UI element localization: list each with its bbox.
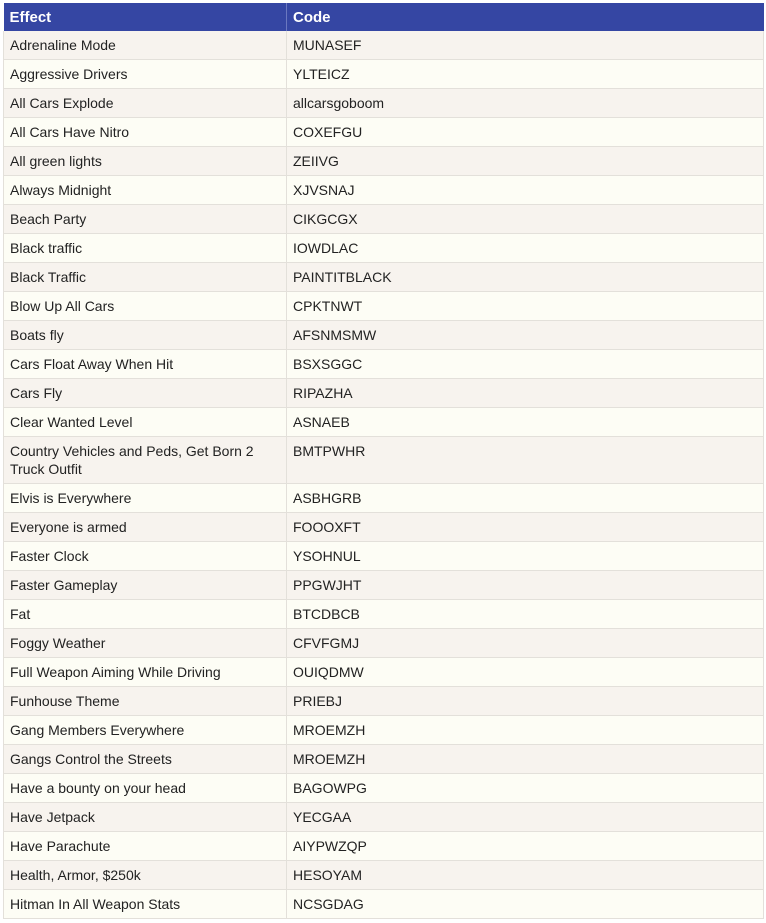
table-row [4,716,764,745]
table-row [4,292,764,321]
code-cell: ZEIIVG [287,147,764,176]
code-cell: BAGOWPG [287,774,764,803]
table-row [4,118,764,147]
effect-cell: Gangs Control the Streets [4,745,287,774]
table-row [4,571,764,600]
code-cell: MROEMZH [287,745,764,774]
effect-cell: Black traffic [4,234,287,263]
effect-cell: Full Weapon Aiming While Driving [4,658,287,687]
table-row [4,832,764,861]
code-cell: RIPAZHA [287,379,764,408]
cheat-codes-table-container [3,3,763,919]
effect-cell: Faster Gameplay [4,571,287,600]
code-cell: PPGWJHT [287,571,764,600]
table-row [4,513,764,542]
effect-cell: Foggy Weather [4,629,287,658]
table-row [4,350,764,379]
code-cell: ASNAEB [287,408,764,437]
code-cell: PAINTITBLACK [287,263,764,292]
code-cell: OUIQDMW [287,658,764,687]
table-row [4,803,764,832]
header-code: Code [287,3,764,31]
table-row [4,745,764,774]
code-cell: IOWDLAC [287,234,764,263]
code-cell: BTCDBCB [287,600,764,629]
effect-cell: All Cars Have Nitro [4,118,287,147]
code-cell: AIYPWZQP [287,832,764,861]
code-cell: allcarsgoboom [287,89,764,118]
header-row [4,3,764,31]
table-row [4,600,764,629]
header-effect: Effect [4,3,287,31]
cheat-codes-table [3,3,764,919]
code-cell: YECGAA [287,803,764,832]
code-cell: AFSNMSMW [287,321,764,350]
effect-cell: All Cars Explode [4,89,287,118]
effect-cell: Boats fly [4,321,287,350]
code-cell: CFVFGMJ [287,629,764,658]
effect-cell: Cars Float Away When Hit [4,350,287,379]
table-row [4,437,764,484]
table-row [4,60,764,89]
effect-cell: Cars Fly [4,379,287,408]
table-row [4,658,764,687]
effect-cell: Fat [4,600,287,629]
table-row [4,205,764,234]
code-cell: CPKTNWT [287,292,764,321]
code-cell: PRIEBJ [287,687,764,716]
code-cell: MUNASEF [287,31,764,60]
code-cell: HESOYAM [287,861,764,890]
table-row [4,890,764,919]
code-cell: YSOHNUL [287,542,764,571]
effect-cell: Country Vehicles and Peds, Get Born 2 Truck Outfit [4,437,287,484]
table-row [4,687,764,716]
code-cell: MROEMZH [287,716,764,745]
table-row [4,542,764,571]
effect-cell: Have Parachute [4,832,287,861]
effect-cell: Have a bounty on your head [4,774,287,803]
table-row [4,484,764,513]
effect-cell: Hitman In All Weapon Stats [4,890,287,919]
code-cell: BSXSGGC [287,350,764,379]
code-cell: FOOOXFT [287,513,764,542]
table-row [4,321,764,350]
table-row [4,176,764,205]
effect-cell: Funhouse Theme [4,687,287,716]
effect-cell: Blow Up All Cars [4,292,287,321]
code-cell: NCSGDAG [287,890,764,919]
effect-cell: Faster Clock [4,542,287,571]
code-cell: XJVSNAJ [287,176,764,205]
effect-cell: Clear Wanted Level [4,408,287,437]
code-cell: COXEFGU [287,118,764,147]
effect-cell: Health, Armor, $250k [4,861,287,890]
effect-cell: Always Midnight [4,176,287,205]
effect-cell: Everyone is armed [4,513,287,542]
table-row [4,629,764,658]
effect-cell: Adrenaline Mode [4,31,287,60]
code-cell: BMTPWHR [287,437,764,484]
table-row [4,234,764,263]
code-cell: YLTEICZ [287,60,764,89]
table-row [4,774,764,803]
table-row [4,147,764,176]
effect-cell: Elvis is Everywhere [4,484,287,513]
effect-cell: All green lights [4,147,287,176]
table-row [4,408,764,437]
table-header [4,3,764,31]
table-body [4,31,764,919]
effect-cell: Aggressive Drivers [4,60,287,89]
table-row [4,31,764,60]
effect-cell: Gang Members Everywhere [4,716,287,745]
table-row [4,861,764,890]
effect-cell: Beach Party [4,205,287,234]
table-row [4,263,764,292]
table-row [4,379,764,408]
code-cell: ASBHGRB [287,484,764,513]
code-cell: CIKGCGX [287,205,764,234]
effect-cell: Have Jetpack [4,803,287,832]
table-row [4,89,764,118]
effect-cell: Black Traffic [4,263,287,292]
